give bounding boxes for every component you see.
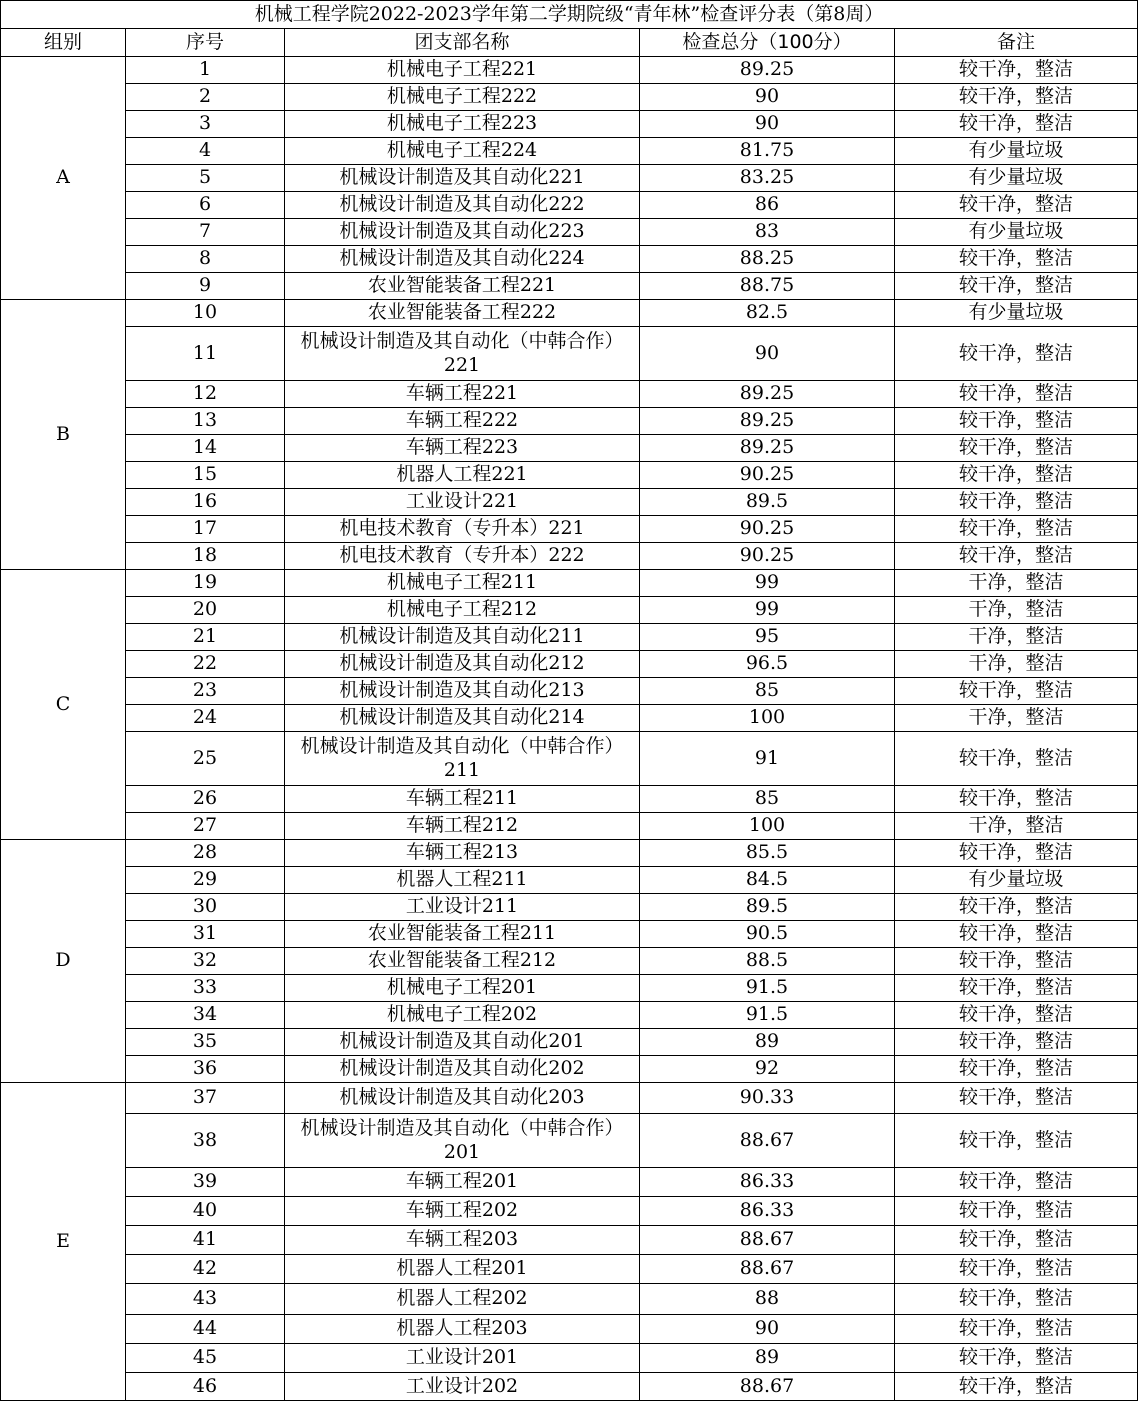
- note-cell: 较干净，整洁: [895, 840, 1138, 867]
- name-cell: 机械电子工程202: [285, 1002, 640, 1029]
- note-cell: 干净，整洁: [895, 570, 1138, 597]
- name-cell: 机械设计制造及其自动化221: [285, 165, 640, 192]
- score-cell: 88.75: [640, 273, 895, 300]
- score-cell: 91.5: [640, 975, 895, 1002]
- header-group: 组别: [1, 29, 126, 57]
- seq-cell: 42: [126, 1255, 285, 1284]
- table-row: [1, 543, 1138, 570]
- score-cell: 89: [640, 1344, 895, 1373]
- score-cell: 91.5: [640, 1002, 895, 1029]
- score-cell: 99: [640, 597, 895, 624]
- table-row: [1, 1083, 1138, 1114]
- seq-cell: 1: [126, 57, 285, 84]
- seq-cell: 27: [126, 813, 285, 840]
- seq-cell: 13: [126, 408, 285, 435]
- table-row: [1, 813, 1138, 840]
- seq-cell: 10: [126, 300, 285, 327]
- score-cell: 86.33: [640, 1197, 895, 1226]
- score-cell: 89: [640, 1029, 895, 1056]
- seq-cell: 34: [126, 1002, 285, 1029]
- header-name: 团支部名称: [285, 29, 640, 57]
- table-row: [1, 921, 1138, 948]
- name-cell: 机械设计制造及其自动化（中韩合作）221: [285, 327, 640, 381]
- note-cell: 较干净，整洁: [895, 975, 1138, 1002]
- note-cell: 较干净，整洁: [895, 1029, 1138, 1056]
- table-row: [1, 597, 1138, 624]
- note-cell: 较干净，整洁: [895, 1002, 1138, 1029]
- seq-cell: 32: [126, 948, 285, 975]
- name-cell: 农业智能装备工程211: [285, 921, 640, 948]
- score-cell: 85: [640, 678, 895, 705]
- table-row: [1, 1315, 1138, 1344]
- seq-cell: 40: [126, 1197, 285, 1226]
- seq-cell: 20: [126, 597, 285, 624]
- table-row: [1, 1284, 1138, 1315]
- name-cell: 车辆工程203: [285, 1226, 640, 1255]
- header-seq: 序号: [126, 29, 285, 57]
- seq-cell: 17: [126, 516, 285, 543]
- name-cell: 车辆工程213: [285, 840, 640, 867]
- score-cell: 90.33: [640, 1083, 895, 1114]
- note-cell: 较干净，整洁: [895, 327, 1138, 381]
- note-cell: 较干净，整洁: [895, 408, 1138, 435]
- score-cell: 96.5: [640, 651, 895, 678]
- score-cell: 88.67: [640, 1226, 895, 1255]
- seq-cell: 41: [126, 1226, 285, 1255]
- note-cell: 较干净，整洁: [895, 462, 1138, 489]
- seq-cell: 25: [126, 732, 285, 786]
- name-cell: 机器人工程221: [285, 462, 640, 489]
- table-row: [1, 1168, 1138, 1197]
- table-row: [1, 624, 1138, 651]
- name-cell: 机械设计制造及其自动化（中韩合作）201: [285, 1114, 640, 1168]
- note-cell: 较干净，整洁: [895, 381, 1138, 408]
- seq-cell: 12: [126, 381, 285, 408]
- score-cell: 90.25: [640, 516, 895, 543]
- name-cell: 机械设计制造及其自动化222: [285, 192, 640, 219]
- group-label: A: [1, 57, 126, 300]
- table-row: [1, 192, 1138, 219]
- table-row: [1, 516, 1138, 543]
- note-cell: 干净，整洁: [895, 651, 1138, 678]
- name-cell: 机械设计制造及其自动化211: [285, 624, 640, 651]
- seq-cell: 16: [126, 489, 285, 516]
- note-cell: 较干净，整洁: [895, 1344, 1138, 1373]
- note-cell: 较干净，整洁: [895, 543, 1138, 570]
- name-cell: 工业设计221: [285, 489, 640, 516]
- seq-cell: 11: [126, 327, 285, 381]
- score-cell: 89.25: [640, 381, 895, 408]
- score-cell: 92: [640, 1056, 895, 1083]
- note-cell: 干净，整洁: [895, 813, 1138, 840]
- note-cell: 较干净，整洁: [895, 489, 1138, 516]
- note-cell: 较干净，整洁: [895, 1284, 1138, 1315]
- name-cell: 机械电子工程224: [285, 138, 640, 165]
- score-cell: 88.67: [640, 1255, 895, 1284]
- name-cell: 车辆工程221: [285, 381, 640, 408]
- seq-cell: 6: [126, 192, 285, 219]
- score-cell: 88.5: [640, 948, 895, 975]
- name-cell: 车辆工程222: [285, 408, 640, 435]
- score-cell: 89.25: [640, 435, 895, 462]
- score-cell: 85.5: [640, 840, 895, 867]
- table-row: [1, 1226, 1138, 1255]
- table-row: [1, 1197, 1138, 1226]
- name-cell: 车辆工程202: [285, 1197, 640, 1226]
- name-cell: 机械电子工程222: [285, 84, 640, 111]
- name-cell: 车辆工程201: [285, 1168, 640, 1197]
- score-cell: 86: [640, 192, 895, 219]
- name-cell: 车辆工程212: [285, 813, 640, 840]
- seq-cell: 37: [126, 1083, 285, 1114]
- name-cell: 机器人工程203: [285, 1315, 640, 1344]
- score-cell: 90.25: [640, 543, 895, 570]
- name-cell: 机械电子工程223: [285, 111, 640, 138]
- note-cell: 较干净，整洁: [895, 435, 1138, 462]
- note-cell: 较干净，整洁: [895, 921, 1138, 948]
- name-cell: 机械电子工程212: [285, 597, 640, 624]
- score-cell: 88.67: [640, 1373, 895, 1401]
- name-cell: 机械设计制造及其自动化201: [285, 1029, 640, 1056]
- table-row: [1, 219, 1138, 246]
- name-cell: 机械设计制造及其自动化214: [285, 705, 640, 732]
- seq-cell: 26: [126, 786, 285, 813]
- group-label: B: [1, 300, 126, 570]
- seq-cell: 21: [126, 624, 285, 651]
- table-row: [1, 1255, 1138, 1284]
- table-row: [1, 786, 1138, 813]
- note-cell: 较干净，整洁: [895, 894, 1138, 921]
- table-row: [1, 651, 1138, 678]
- note-cell: 有少量垃圾: [895, 867, 1138, 894]
- table-row: [1, 948, 1138, 975]
- score-cell: 85: [640, 786, 895, 813]
- score-cell: 89.25: [640, 57, 895, 84]
- note-cell: 干净，整洁: [895, 624, 1138, 651]
- note-cell: 较干净，整洁: [895, 84, 1138, 111]
- table-row: [1, 462, 1138, 489]
- table-row: [1, 1344, 1138, 1373]
- score-cell: 83.25: [640, 165, 895, 192]
- score-cell: 95: [640, 624, 895, 651]
- note-cell: 干净，整洁: [895, 705, 1138, 732]
- seq-cell: 18: [126, 543, 285, 570]
- note-cell: 较干净，整洁: [895, 111, 1138, 138]
- name-cell: 农业智能装备工程212: [285, 948, 640, 975]
- name-cell: 机械设计制造及其自动化213: [285, 678, 640, 705]
- note-cell: 有少量垃圾: [895, 165, 1138, 192]
- name-cell: 机械电子工程201: [285, 975, 640, 1002]
- table-row: [1, 165, 1138, 192]
- note-cell: 较干净，整洁: [895, 57, 1138, 84]
- name-cell: 工业设计201: [285, 1344, 640, 1373]
- score-cell: 81.75: [640, 138, 895, 165]
- score-cell: 90: [640, 111, 895, 138]
- seq-cell: 24: [126, 705, 285, 732]
- note-cell: 较干净，整洁: [895, 1056, 1138, 1083]
- name-cell: 机电技术教育（专升本）222: [285, 543, 640, 570]
- note-cell: 较干净，整洁: [895, 786, 1138, 813]
- name-cell: 机器人工程211: [285, 867, 640, 894]
- name-cell: 车辆工程223: [285, 435, 640, 462]
- name-cell: 车辆工程211: [285, 786, 640, 813]
- seq-cell: 31: [126, 921, 285, 948]
- name-cell: 机械电子工程221: [285, 57, 640, 84]
- name-cell: 机电技术教育（专升本）221: [285, 516, 640, 543]
- group-label: D: [1, 840, 126, 1083]
- note-cell: 较干净，整洁: [895, 1197, 1138, 1226]
- name-cell: 机器人工程201: [285, 1255, 640, 1284]
- note-cell: 较干净，整洁: [895, 1255, 1138, 1284]
- table-row: [1, 111, 1138, 138]
- name-cell: 农业智能装备工程222: [285, 300, 640, 327]
- score-cell: 100: [640, 705, 895, 732]
- table-row: [1, 84, 1138, 111]
- header-note: 备注: [895, 29, 1138, 57]
- table-row: [1, 678, 1138, 705]
- table-row: [1, 867, 1138, 894]
- note-cell: 较干净，整洁: [895, 1114, 1138, 1168]
- header-score: 检查总分（100分）: [640, 29, 895, 57]
- table-row: [1, 300, 1138, 327]
- table-row: [1, 489, 1138, 516]
- name-cell: 农业智能装备工程221: [285, 273, 640, 300]
- seq-cell: 5: [126, 165, 285, 192]
- table-row: [1, 57, 1138, 84]
- note-cell: 较干净，整洁: [895, 732, 1138, 786]
- name-cell: 机械设计制造及其自动化224: [285, 246, 640, 273]
- name-cell: 机械设计制造及其自动化203: [285, 1083, 640, 1114]
- table-row: [1, 732, 1138, 786]
- table-row: [1, 1002, 1138, 1029]
- note-cell: 较干净，整洁: [895, 1168, 1138, 1197]
- score-cell: 89.5: [640, 489, 895, 516]
- table-title: 机械工程学院2022-2023学年第二学期院级“青年林”检查评分表（第8周）: [1, 1, 1138, 29]
- note-cell: 干净，整洁: [895, 597, 1138, 624]
- score-cell: 99: [640, 570, 895, 597]
- note-cell: 较干净，整洁: [895, 246, 1138, 273]
- seq-cell: 33: [126, 975, 285, 1002]
- name-cell: 机械设计制造及其自动化（中韩合作）211: [285, 732, 640, 786]
- score-cell: 90: [640, 1315, 895, 1344]
- table-row: [1, 975, 1138, 1002]
- table-row: [1, 570, 1138, 597]
- table-row: [1, 435, 1138, 462]
- name-cell: 工业设计211: [285, 894, 640, 921]
- seq-cell: 30: [126, 894, 285, 921]
- score-cell: 90: [640, 327, 895, 381]
- note-cell: 有少量垃圾: [895, 219, 1138, 246]
- score-cell: 88: [640, 1284, 895, 1315]
- group-label: C: [1, 570, 126, 840]
- score-cell: 84.5: [640, 867, 895, 894]
- seq-cell: 29: [126, 867, 285, 894]
- table-row: [1, 894, 1138, 921]
- seq-cell: 45: [126, 1344, 285, 1373]
- seq-cell: 19: [126, 570, 285, 597]
- note-cell: 有少量垃圾: [895, 138, 1138, 165]
- note-cell: 有少量垃圾: [895, 300, 1138, 327]
- table-row: [1, 138, 1138, 165]
- name-cell: 工业设计202: [285, 1373, 640, 1401]
- seq-cell: 14: [126, 435, 285, 462]
- seq-cell: 3: [126, 111, 285, 138]
- note-cell: 较干净，整洁: [895, 678, 1138, 705]
- table-row: [1, 1373, 1138, 1401]
- note-cell: 较干净，整洁: [895, 516, 1138, 543]
- seq-cell: 4: [126, 138, 285, 165]
- seq-cell: 28: [126, 840, 285, 867]
- name-cell: 机器人工程202: [285, 1284, 640, 1315]
- table-row: [1, 1029, 1138, 1056]
- group-label: E: [1, 1083, 126, 1401]
- note-cell: 较干净，整洁: [895, 948, 1138, 975]
- score-cell: 90: [640, 84, 895, 111]
- note-cell: 较干净，整洁: [895, 192, 1138, 219]
- seq-cell: 35: [126, 1029, 285, 1056]
- note-cell: 较干净，整洁: [895, 1226, 1138, 1255]
- score-cell: 91: [640, 732, 895, 786]
- seq-cell: 7: [126, 219, 285, 246]
- table-row: [1, 1114, 1138, 1168]
- seq-cell: 44: [126, 1315, 285, 1344]
- name-cell: 机械设计制造及其自动化212: [285, 651, 640, 678]
- seq-cell: 38: [126, 1114, 285, 1168]
- seq-cell: 43: [126, 1284, 285, 1315]
- table-row: [1, 1056, 1138, 1083]
- note-cell: 较干净，整洁: [895, 1315, 1138, 1344]
- table-row: [1, 840, 1138, 867]
- score-cell: 90.5: [640, 921, 895, 948]
- score-cell: 86.33: [640, 1168, 895, 1197]
- score-cell: 90.25: [640, 462, 895, 489]
- score-cell: 100: [640, 813, 895, 840]
- score-cell: 82.5: [640, 300, 895, 327]
- name-cell: 机械设计制造及其自动化202: [285, 1056, 640, 1083]
- score-cell: 88.25: [640, 246, 895, 273]
- seq-cell: 39: [126, 1168, 285, 1197]
- score-cell: 89.5: [640, 894, 895, 921]
- table-row: [1, 273, 1138, 300]
- seq-cell: 8: [126, 246, 285, 273]
- table-row: [1, 327, 1138, 381]
- seq-cell: 36: [126, 1056, 285, 1083]
- score-cell: 89.25: [640, 408, 895, 435]
- score-cell: 83: [640, 219, 895, 246]
- table-row: [1, 381, 1138, 408]
- seq-cell: 15: [126, 462, 285, 489]
- note-cell: 较干净，整洁: [895, 1373, 1138, 1401]
- seq-cell: 23: [126, 678, 285, 705]
- table-row: [1, 408, 1138, 435]
- seq-cell: 9: [126, 273, 285, 300]
- seq-cell: 22: [126, 651, 285, 678]
- note-cell: 较干净，整洁: [895, 1083, 1138, 1114]
- seq-cell: 2: [126, 84, 285, 111]
- score-cell: 88.67: [640, 1114, 895, 1168]
- note-cell: 较干净，整洁: [895, 273, 1138, 300]
- table-row: [1, 246, 1138, 273]
- name-cell: 机械设计制造及其自动化223: [285, 219, 640, 246]
- name-cell: 机械电子工程211: [285, 570, 640, 597]
- table-row: [1, 705, 1138, 732]
- seq-cell: 46: [126, 1373, 285, 1401]
